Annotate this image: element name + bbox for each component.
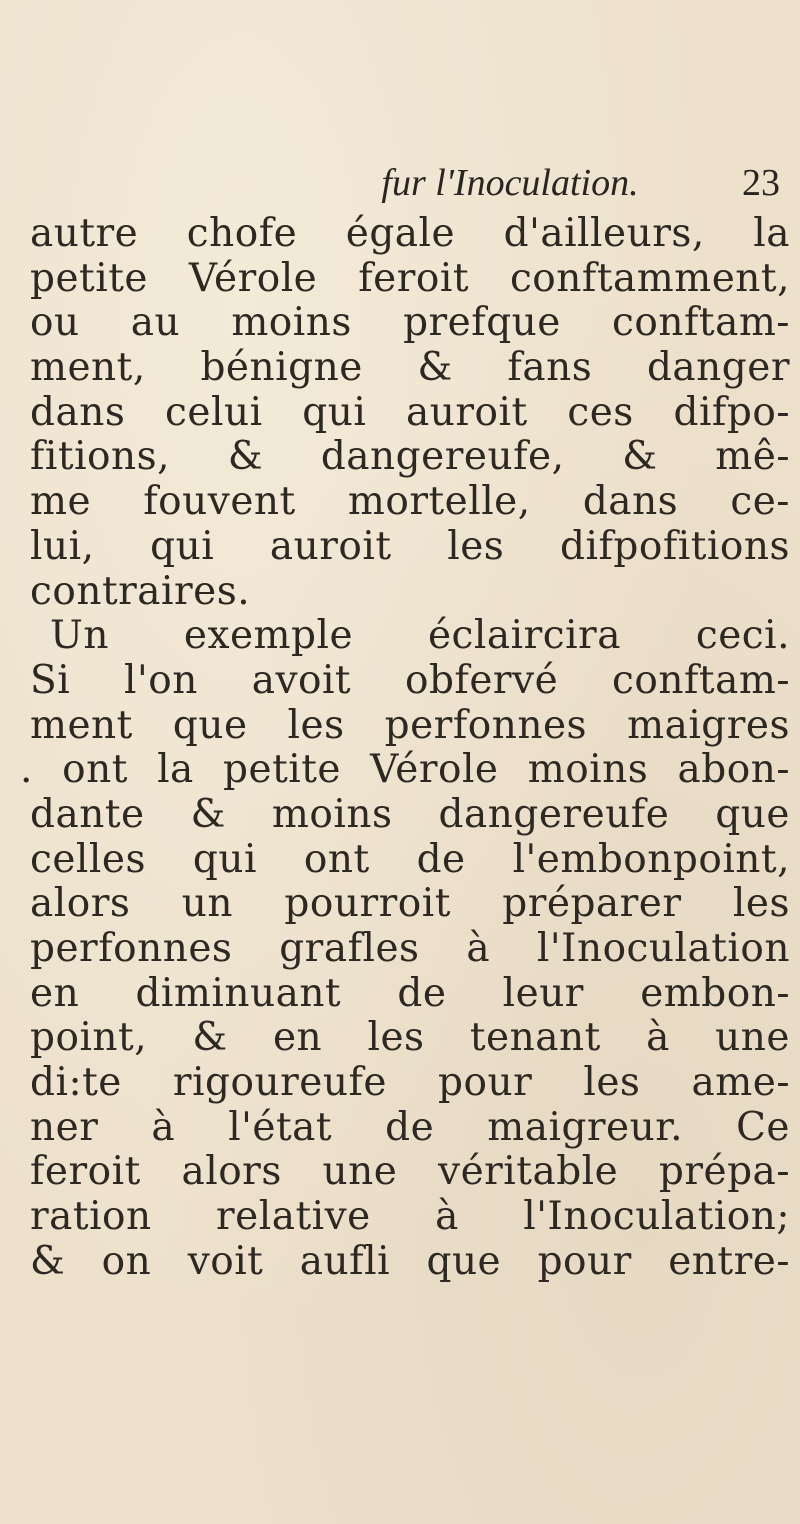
text-line: celles qui ont de l'embonpoint, [30,836,790,882]
text-line: perfonnes grafles à l'Inoculation [30,926,790,971]
text-line: autre chofe égale d'ailleurs, la [30,211,790,256]
body-text [20,211,790,1285]
text-line: di:te rigoureufe pour les ame- [30,1060,790,1106]
running-title: fur l'Inoculation. [381,162,639,204]
text-line: dante & moins dangereufe que [30,791,790,837]
text-line: fitions, & dangereufe, & mê- [30,434,790,480]
text-line: en diminuant de leur embon- [30,970,790,1016]
text-line: lui, qui auroit les difpofitions [30,523,790,569]
text-line: ment que les perfonnes maigres [30,702,790,748]
text-line: me fouvent mortelle, dans ce- [30,479,790,525]
text-line: & on voit aufli que pour entre- [30,1238,790,1284]
text-line: dans celui qui auroit ces difpo- [30,389,790,435]
page-header [0,158,800,208]
text-line: contraires. [30,568,251,614]
text-line: point, & en les tenant à une [30,1015,790,1061]
text-line: Si l'on avoit obfervé conftam- [30,657,790,703]
text-line: feroit alors une véritable prépa- [30,1149,790,1195]
text-line: ner à l'état de maigreur. Ce [30,1104,790,1150]
text-line: ration relative à l'Inoculation; [30,1194,790,1240]
text-line: petite Vérole feroit conftamment, [30,255,790,301]
page-number: 23 [742,162,780,204]
paragraph-start-line: Un exemple éclaircira ceci. [50,613,790,659]
text-line: ou au moins prefque conftam- [30,300,790,346]
text-line: . ont la petite Vérole moins abon- [20,747,790,793]
text-line: alors un pourroit préparer les [30,881,790,927]
text-line: ment, bénigne & fans danger [30,345,790,391]
